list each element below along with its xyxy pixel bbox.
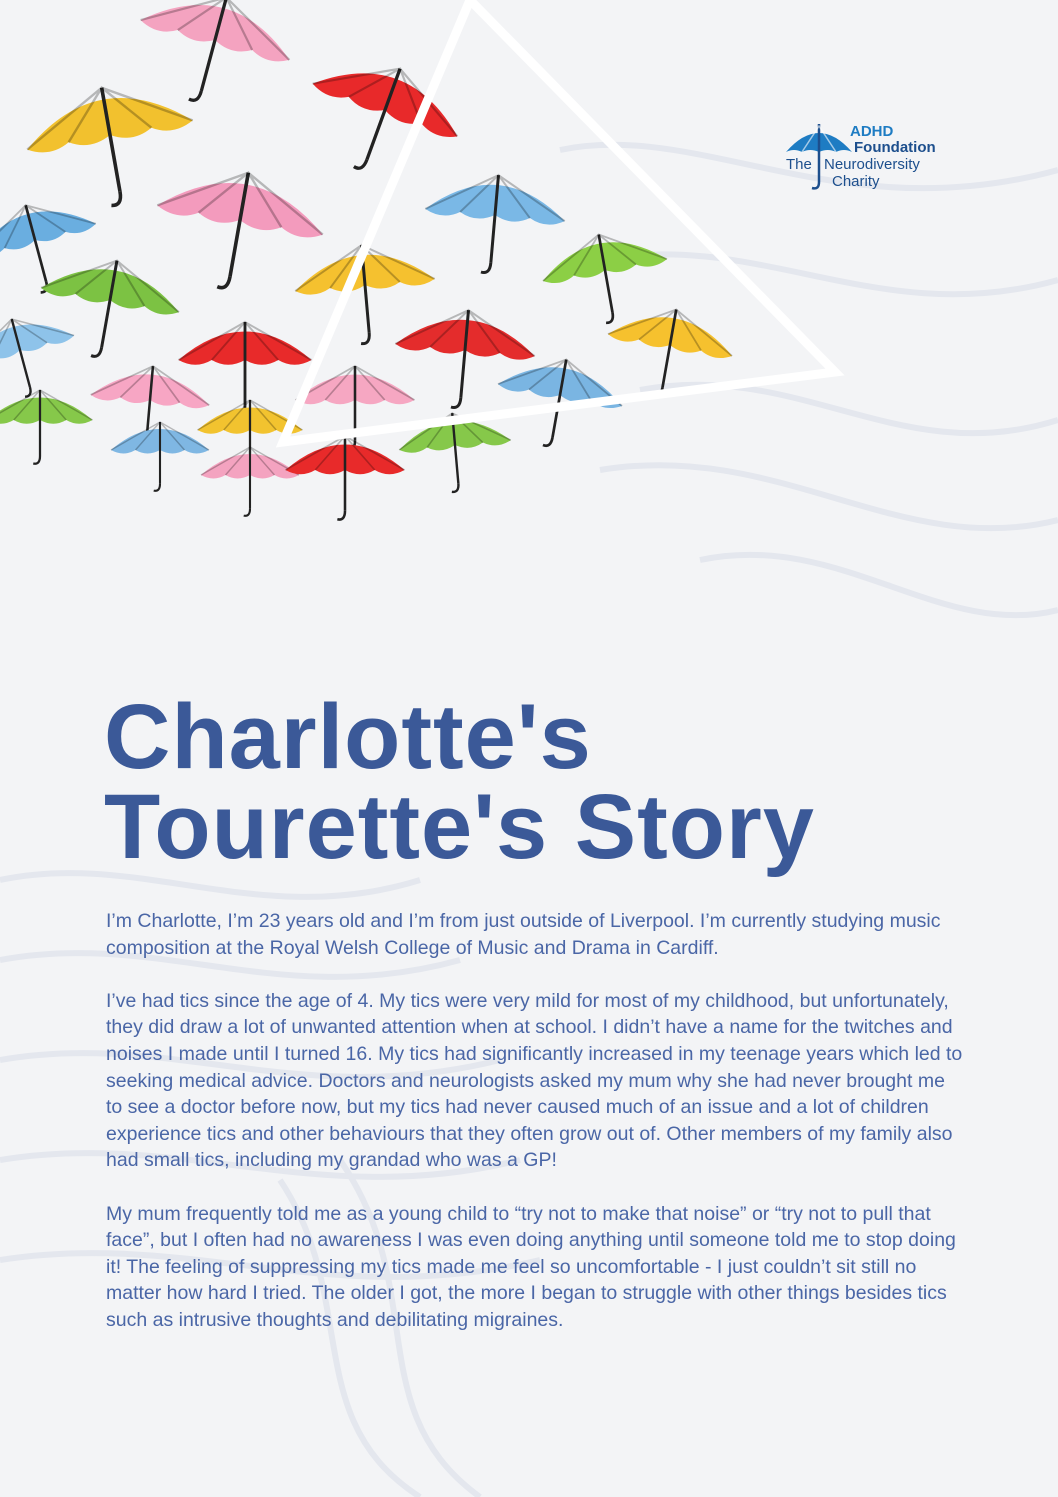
adhd-foundation-logo bbox=[780, 118, 950, 196]
logo-text-charity: Charity bbox=[832, 173, 880, 190]
paragraph-childhood: My mum frequently told me as a young child to “try not to make that noise” or “try not to pull that face”, but I often had no awareness I was even doing anything until someone told me to stop doing it! The feeling of suppressing my tics made me feel so uncomfortable - I just couldn’t sit still no matter how hard I tried. The older I got, the more I began to struggle with other things besides tics such as intrusive thoughts and debilitating migraines. bbox=[106, 1202, 956, 1331]
umbrellas-hero-image bbox=[0, 0, 860, 560]
story-body bbox=[106, 908, 966, 1360]
title-line-2: Tourette's Story bbox=[104, 776, 815, 878]
logo-text-adhd: ADHD bbox=[850, 123, 894, 140]
logo-text-the: The bbox=[786, 156, 812, 173]
logo-text-neurodiversity: Neurodiversity bbox=[824, 156, 920, 173]
logo-text-foundation: Foundation bbox=[854, 139, 936, 156]
paragraph-tics-history: I’ve had tics since the age of 4. My tics were very mild for most of my childhood, but unfortunately, they did draw a lot of unwanted attention when at school. I didn’t have a name for the twitches and noises I made until I turned 16. My tics had significantly increased in my teenage years which led to seeking medical advice. Doctors and neurologists asked my mum why she had never brought me to see a doctor before now, but my tics had never caused much of an issue and a lot of children experience tics and other behaviours that they often grow out of. Other members of my family also had small tics, including my grandad who was a GP! bbox=[106, 989, 963, 1172]
paragraph-intro: I’m Charlotte, I’m 23 years old and I’m from just outside of Liverpool. I’m currently studying music composition at the Royal Welsh College of Music and Drama in Cardiff. bbox=[106, 910, 941, 959]
title-line-1: Charlotte's bbox=[104, 686, 592, 788]
page-title bbox=[104, 686, 815, 878]
